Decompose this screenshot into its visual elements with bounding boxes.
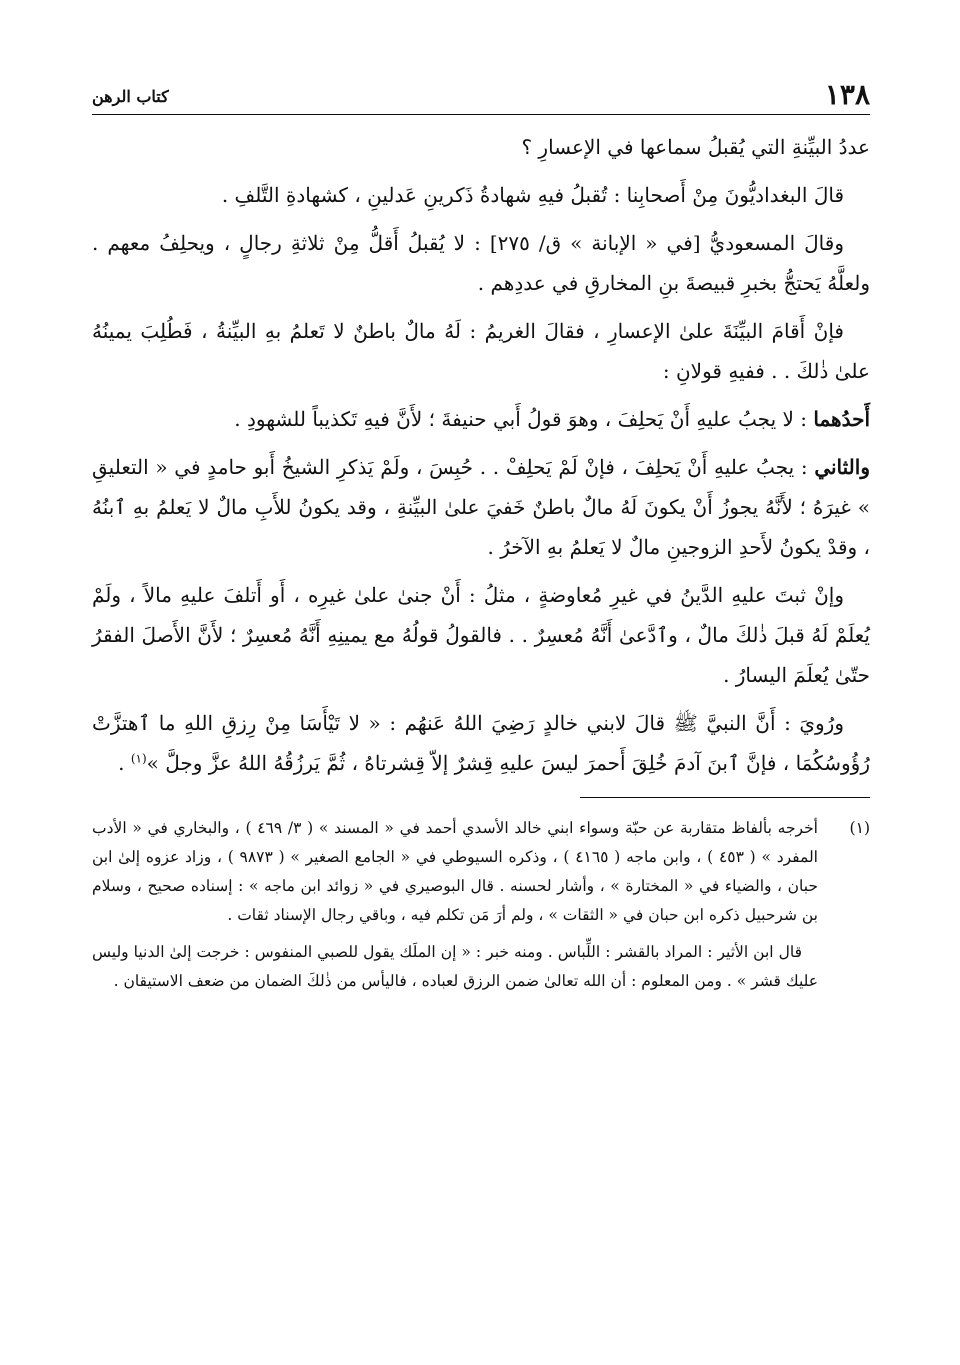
first-opinion-text: : لا يجبُ عليهِ أَنْ يَحلِفَ ، وهوَ قولُ أَبي حنيفةَ ؛ لأَنَّ فيهِ تَكذيباً للشهودِ .: [234, 407, 814, 431]
footnote-1-text: أخرجه بألفاظ متقاربة عن حبّة وسواء ابني خالد الأسدي أحمد في « المسند » ( ٣/ ٤٦٩ ) ، والبخاري في « الأدب المفرد » ( ٤٥٣ ) ، وابن ماجه ( ٤١٦٥ ) ، وذكره السيوطي في « الجامع الصغير » ( ٩٨٧٣ ) ، وزاد عزوه إلىٰ ابن حبان ، والضياء في « المختارة » ، وأشار لحسنه . قال البوصيري في « زوائد ابن ماجه » : إسناده صحيح ، وسلام بن شرحبيل ذكره ابن حبان في « الثقات » ، ولم أرَ مَن تكلم فيه ، وباقي رجال الإسناد ثقات .: [92, 819, 818, 924]
hadith-text: ورُويَ : أَنَّ النبيَّ ﷺ قالَ لابني خالدٍ رَضِيَ اللهُ عَنهُم : « لا تَيْأَسَا مِنْ رِزقِ اللهِ ما ٱهتزَّتْ رُؤُوسُكُمَا ، فإنَّ ٱبنَ آدمَ خُلِقَ أَحمرَ ليسَ عليهِ قِشرٌ إلاّ قِشرتاهُ ، ثُمَّ يَرزُقُهُ اللهُ عزَّ وجلَّ »: [92, 711, 870, 775]
second-opinion-term: والثاني: [814, 455, 870, 479]
footnote-reference: (١): [130, 751, 147, 766]
paragraph-3: وقالَ المسعوديُّ [في « الإبانة » ق/ ٢٧٥] : لا يُقبلُ أَقلُّ مِنْ ثلاثةِ رجالٍ ، ويحلِفُ معهم . ولعلَّهُ يَحتجُّ بخبرِ قبيصةَ بنِ المخارقِ في عددِهم .: [92, 231, 870, 295]
book-page: [92, 78, 870, 1348]
paragraph-1: عددُ البيِّنةِ التي يُقبلُ سماعها في الإعسارِ ؟: [521, 135, 870, 159]
footnote-1-marker: (١): [849, 819, 870, 837]
running-header: [92, 78, 870, 115]
paragraph-8-end: .: [118, 751, 131, 775]
paragraph-4: فإنْ أَقامَ البيِّنَةَ علىٰ الإعسارِ ، فقالَ الغريمُ : لَهُ مالٌ باطنٌ لا تَعلمُ بهِ البيِّنةُ ، فَطُلِبَ يمينُهُ علىٰ ذٰلكَ . . ففيهِ قولانِ :: [92, 319, 870, 383]
second-opinion-text: : يجبُ عليهِ أَنْ يَحلِفَ ، فإنْ لَمْ يَحلِفْ . . حُبِسَ ، ولَمْ يَذكرِ الشيخُ أَبو حامدٍ في « التعليقِ » غيرَهُ ؛ لأَنَّهُ يجوزُ أَنْ يكونَ لَهُ مالٌ باطنٌ خَفيَ علىٰ البيِّنةِ ، وقد يكونُ للأَبِ مالٌ لا يَعلمُ بهِ ٱبنُهُ ، وقدْ يكونُ لأَحدِ الزوجينِ مالٌ لا يَعلمُ بهِ الآخرُ .: [92, 455, 870, 559]
paragraph-8: [92, 703, 870, 783]
first-opinion-term: أَحدُهما: [813, 407, 870, 431]
footnote-1: [92, 814, 870, 930]
page-number: ١٣٨: [824, 78, 870, 111]
paragraph-5: [92, 399, 870, 439]
paragraph-6: [92, 447, 870, 567]
footnote-divider: [580, 797, 870, 798]
book-title: كتاب الرهن: [92, 87, 169, 106]
footnote-1-continuation: قال ابن الأثير : المراد بالقشر : اللِّباس . ومنه خبر : « إن الملَك يقول للصبي المنفوس : خرجت إلىٰ الدنيا وليس عليك قشر » . ومن المعلوم : أن الله تعالىٰ ضمن الرزق لعباده ، فاليأس من ذٰلكَ الضمان من ضعف الاستيقان .: [92, 943, 818, 990]
paragraph-2: قالَ البغداديُّونَ مِنْ أَصحابِنا : تُقبلُ فيهِ شهادةُ ذَكرينِ عَدلينِ ، كشهادةِ التَّلفِ .: [221, 183, 844, 207]
paragraph-7: وإنْ ثبتَ عليهِ الدَّينُ في غيرِ مُعاوضةٍ ، مثلُ : أَنْ جنىٰ علىٰ غيرِه ، أَو أَتلفَ عليهِ مالاً ، ولَمْ يُعلَمْ لَهُ قبلَ ذٰلكَ مالٌ ، وٱدَّعىٰ أَنَّهُ مُعسِرٌ . . فالقولُ قولُهُ مع يمينِهِ أَنَّهُ مُعسِرٌ ؛ لأَنَّ الأَصلَ الفقرُ حتّىٰ يُعلَمَ اليسارُ .: [92, 583, 870, 687]
footnotes: [92, 814, 870, 996]
main-text: [92, 127, 870, 783]
